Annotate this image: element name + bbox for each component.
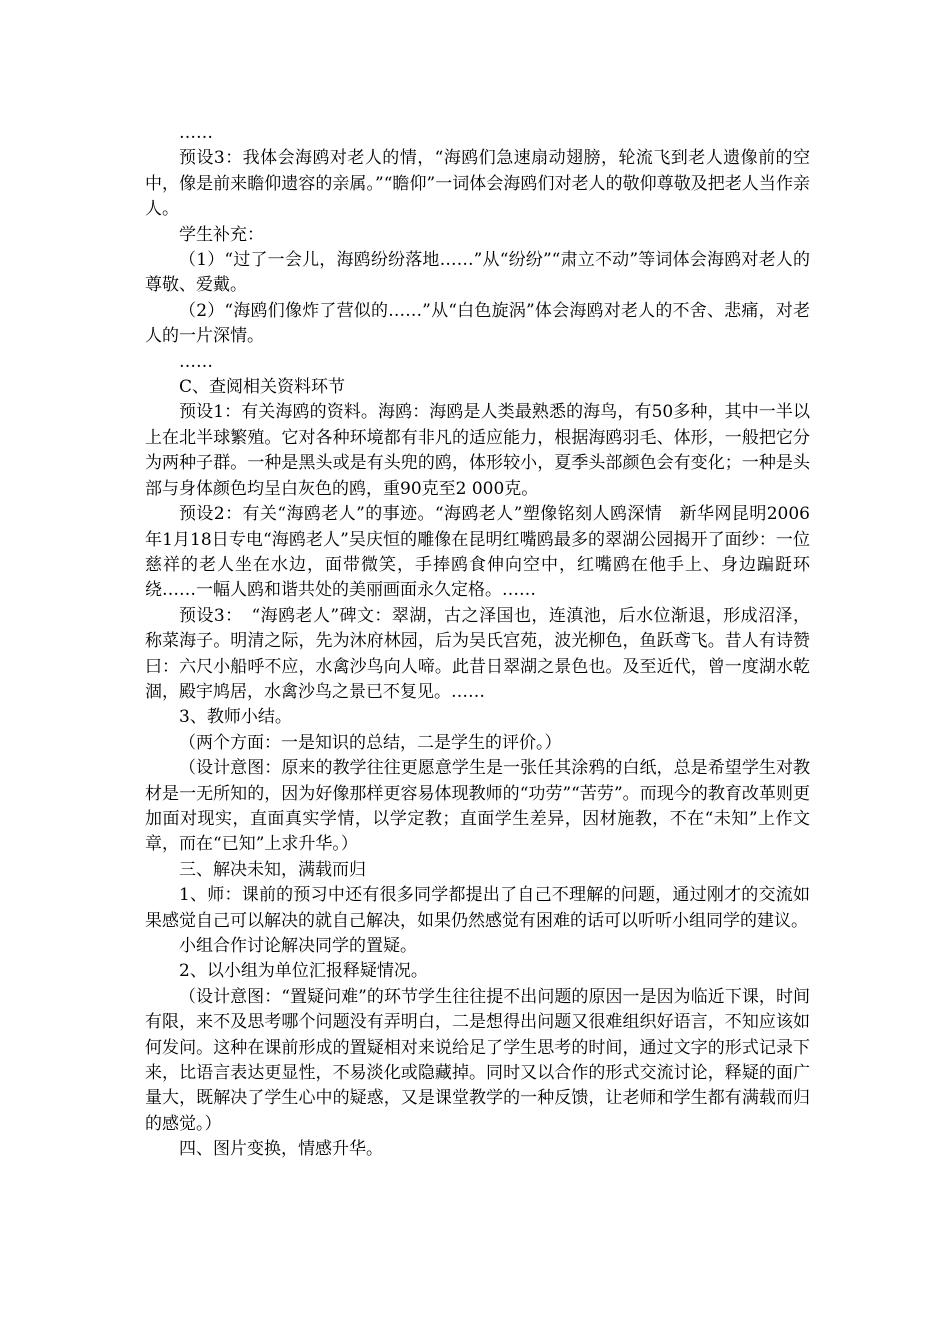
preset-3-inscription: 预设3： “海鸥老人”碑文：翠湖，古之泽国也，连滇池，后水位渐退，形成沼泽，称菜海子。明清之际，先为沐府林园，后为吴氏宫苑，波光柳色，鱼跃鸢飞。昔人有诗赞曰：六尺小船呼不应，水禽沙鸟向人啼。此昔日翠湖之景色也。及至近代，曾一度湖水乾涸，殿宇鸠居，水禽沙鸟之景已不复见。…… xyxy=(145,605,810,702)
ellipsis-line: …… xyxy=(179,123,213,143)
document-body xyxy=(145,121,810,1163)
teacher-instruction: 1、师：课前的预习中还有很多同学都提出了自己不理解的问题，通过刚才的交流如果感觉自己可以解决的就自己解决，如果仍然感觉有困难的话可以听听小组同学的建议。 xyxy=(145,885,810,931)
preset-2-seagull-old-man: 预设2：有关“海鸥老人”的事迹。“海鸥老人”塑像铭刻人鸥深情 新华网昆明2006年1月18日专电“海鸥老人”吴庆恒的雕像在昆明红嘴鸥最多的翠湖公园揭开了面纱：一位慈祥的老人坐在水边，面带微笑，手捧鸥食伸向空中，红嘴鸥在他手上、身边蹁跹环绕……一幅人鸥和谐共处的美丽画面永久定格。…… xyxy=(145,504,810,601)
summary-two-aspects: （两个方面：一是知识的总结，二是学生的评价。） xyxy=(179,732,562,753)
group-discussion: 小组合作讨论解决同学的置疑。 xyxy=(179,936,417,956)
teacher-summary-heading: 3、教师小结。 xyxy=(179,707,292,728)
section-3-heading: 三、解决未知，满载而归 xyxy=(179,859,366,880)
ellipsis-line: …… xyxy=(179,351,213,372)
section-4-heading: 四、图片变换，情感升华。 xyxy=(179,1139,383,1160)
group-report: 2、以小组为单位汇报释疑情况。 xyxy=(179,961,428,982)
design-intent-2: （设计意图：“置疑问难”的环节学生往往提不出问题的原因一是因为临近下课，时间有限，来不及思考哪个问题没有弄明白，二是想得出问题又很难组织好语言，不知应该如何发问。这种在课前形成的置疑相对来说给足了学生思考的时间，通过文字的形式记录下来，比语言表达更显性，不易淡化或隐藏掉。同时又以合作的形式交流讨论，释疑的面广量大，既解决了学生心中的疑惑，又是课堂教学的一种反馈，让老师和学生都有满载而归的感觉。） xyxy=(145,986,810,1134)
supplement-item-2: （2）“海鸥们像炸了营似的……”从“白色旋涡”体会海鸥对老人的不舍、悲痛，对老人的一片深情。 xyxy=(145,300,810,347)
section-c-heading: C、查阅相关资料环节 xyxy=(179,377,346,398)
student-supplement-heading: 学生补充： xyxy=(179,224,264,245)
preset-3-seagull-feelings: 预设3：我体会海鸥对老人的情，“海鸥们急速扇动翅膀，轮流飞到老人遗像前的空中，像是前来瞻仰遗容的亲属。”“瞻仰”一词体会海鸥们对老人的敬仰尊敬及把老人当作亲人。 xyxy=(145,148,810,220)
design-intent-1: （设计意图：原来的教学往往更愿意学生是一张任其涂鸦的白纸，总是希望学生对教材是一无所知的，因为好像那样更容易体现教师的“功劳”“苦劳”。而现今的教育改革则更加面对现实，直面真实学情，以学定教；直面学生差异，因材施教，不在“未知”上作文章，而在“已知”上求升华。） xyxy=(145,758,810,855)
preset-1-seagull-info: 预设1：有关海鸥的资料。海鸥：海鸥是人类最熟悉的海鸟，有50多种，其中一半以上在北半球繁殖。它对各种环境都有非凡的适应能力，根据海鸥羽毛、体形，一般把它分为两种子群。一种是黑头或是有头兜的鸥，体形较小，夏季头部颜色会有变化；一种是头部与身体颜色均呈白灰色的鸥，重90克至2 000克。 xyxy=(145,402,810,499)
supplement-item-1: （1）“过了一会儿，海鸥纷纷落地……”从“纷纷”“肃立不动”等词体会海鸥对老人的尊敬、爱戴。 xyxy=(145,250,810,296)
